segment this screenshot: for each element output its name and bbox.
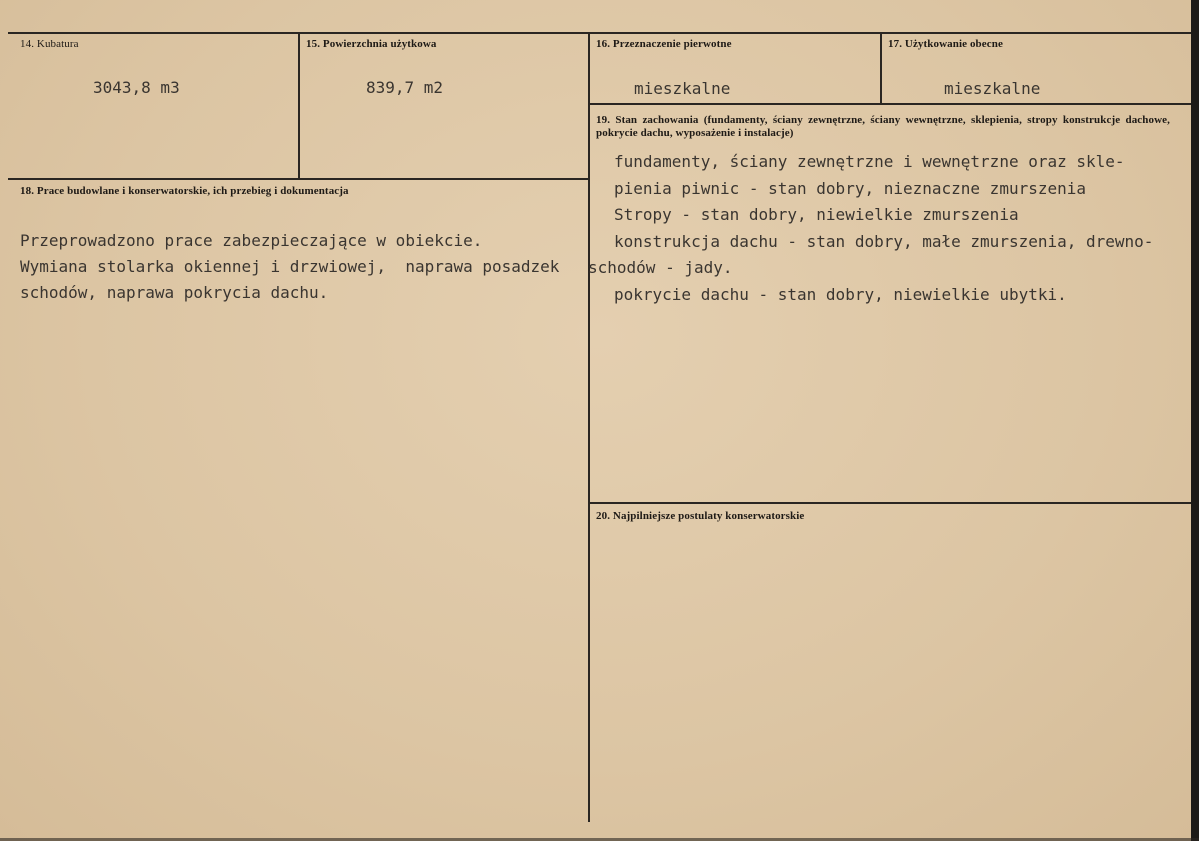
top-border — [8, 32, 1194, 34]
card-edge-shadow — [1191, 0, 1199, 841]
field-14-label: 14. Kubatura — [20, 38, 79, 50]
field-16-label: 16. Przeznaczenie pierwotne — [596, 38, 732, 50]
field-18-line: schodów, naprawa pokrycia dachu. — [20, 283, 329, 302]
field-19-line: Stropy - stan dobry, niewielkie zmurszenia — [614, 205, 1019, 224]
divider-14-18 — [8, 178, 588, 180]
divider-16-17 — [880, 32, 882, 104]
field-18-label: 18. Prace budowlane i konserwatorskie, ich przebieg i dokumentacja — [20, 185, 349, 197]
field-19-text — [588, 149, 1154, 308]
divider-16-19 — [590, 103, 1194, 105]
field-14-value: 3043,8 m3 — [93, 78, 180, 97]
divider-14-15 — [298, 32, 300, 178]
field-17-label: 17. Użytkowanie obecne — [888, 38, 1003, 50]
field-15-label: 15. Powierzchnia użytkowa — [306, 38, 437, 50]
field-17-value: mieszkalne — [944, 79, 1041, 98]
field-19-line: pokrycie dachu - stan dobry, niewielkie ubytki. — [614, 284, 1067, 304]
field-19-label: 19. Stan zachowania (fundamenty, ściany zewnętrzne, ściany wewnętrzne, sklepienia, stropy konstrukcje dachowe, pokrycie dachu, wyposażenie i instalacje) — [596, 114, 1170, 139]
divider-19-20 — [590, 502, 1194, 504]
field-18-line: Przeprowadzono prace zabezpieczające w obiekcie. — [20, 231, 483, 250]
center-divider — [588, 32, 590, 822]
field-19-line: fundamenty, ściany zewnętrzne i wewnętrzne oraz skle- — [614, 152, 1125, 171]
field-19-line: pienia piwnic - stan dobry, nieznaczne zmurszenia — [614, 178, 1087, 198]
field-18-line: Wymiana stolarka okiennej i drzwiowej, naprawa posadzek — [20, 257, 560, 276]
field-16-value: mieszkalne — [634, 79, 731, 98]
field-20-label: 20. Najpilniejsze postulaty konserwatorskie — [596, 510, 805, 522]
field-19-line: schodów - jady. — [588, 258, 733, 277]
field-15-value: 839,7 m2 — [366, 78, 444, 97]
field-19-line: konstrukcja dachu - stan dobry, małe zmurszenia, drewno- — [614, 231, 1154, 251]
field-18-text — [20, 228, 559, 306]
